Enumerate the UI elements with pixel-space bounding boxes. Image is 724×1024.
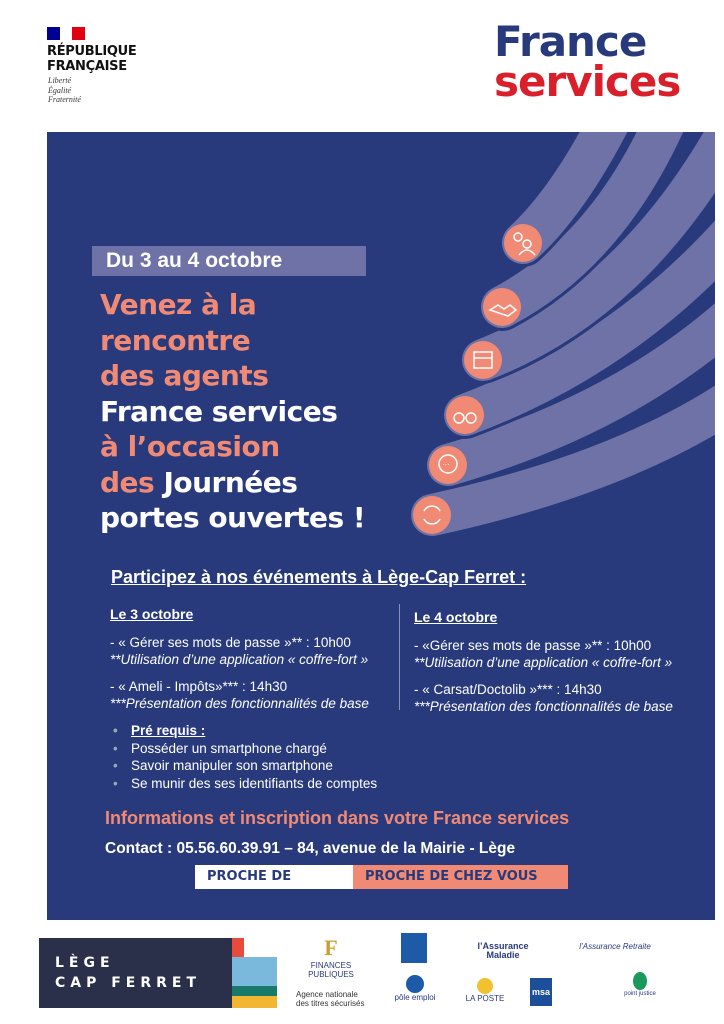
prereq-item: • Savoir manipuler son smartphone <box>113 757 377 775</box>
lcf-line: CAP FERRET <box>55 975 202 991</box>
partner-label: pôle emploi <box>394 993 436 1002</box>
headline-line: portes ouvertes ! <box>100 501 366 534</box>
handshake-icon <box>483 288 521 326</box>
headline <box>100 287 365 536</box>
headline-line <box>100 465 365 501</box>
headline-line: rencontre <box>100 323 251 357</box>
pole-emploi-logo <box>390 975 440 1002</box>
motto <box>48 76 81 105</box>
chat-bubble-icon <box>429 446 467 484</box>
la-poste-logo <box>460 978 510 1003</box>
headline-fragment: des <box>100 465 164 499</box>
prereq-item: • Posséder un smartphone chargé <box>113 740 377 758</box>
slogan-banner <box>195 865 568 908</box>
event-title: - « Carsat/Doctolib »*** : 14h30 <box>414 682 602 697</box>
prereq-item: • Se munir des ses identifiants de comptes <box>113 775 377 793</box>
event-note: **Utilisation d’une application « coffre-fort » <box>414 655 673 670</box>
day1-column <box>110 606 369 712</box>
finances-publiques-logo: F FINANCES PUBLIQUES <box>296 935 366 979</box>
slogan-part: PROCHE DE CHEZ VOUS <box>353 865 568 889</box>
contact-text: Contact : 05.56.60.39.91 – 84, avenue de la Mairie - Lège <box>105 840 516 857</box>
ants-logo: Agence nationale des titres sécurisés <box>296 990 365 1008</box>
motto-line: Égalité <box>48 85 72 95</box>
headline-line: Venez à la <box>100 288 257 321</box>
day2-column <box>414 609 673 715</box>
brand-line: services <box>494 57 681 106</box>
motto-line: Liberté <box>48 76 72 85</box>
event-title: - «Gérer ses mots de passe »** : 10h00 <box>414 638 652 653</box>
event-note: ***Présentation des fonctionnalités de base <box>414 699 673 714</box>
motto-line: Fraternité <box>48 95 81 104</box>
event-title: - « Ameli - Impôts»*** : 14h30 <box>110 679 288 694</box>
events-title: Participez à nos événements à Lège-Cap Ferret : <box>111 567 527 587</box>
caf-logo <box>401 933 427 963</box>
event-date-banner: Du 3 au 4 octobre <box>92 246 366 276</box>
event-note: **Utilisation d’une application « coffre-fort » <box>110 652 369 667</box>
shop-icon <box>464 341 502 379</box>
lcf-line: LÈGE <box>55 955 115 971</box>
partner-label: LA POSTE <box>465 994 505 1003</box>
day-label: Le 3 octobre <box>110 606 194 622</box>
info-text: Informations et inscription dans votre France services <box>105 808 570 828</box>
prerequisites-list <box>113 722 377 792</box>
rf-line: RÉPUBLIQUE <box>47 44 137 59</box>
slogan-part: PROCHE DE VOUS, <box>195 865 353 889</box>
partner-label: point justice <box>624 991 656 997</box>
column-divider <box>399 604 400 710</box>
partner-label: FINANCES PUBLIQUES <box>308 961 354 979</box>
day-label: Le 4 octobre <box>414 609 498 625</box>
point-justice-logo <box>620 972 660 999</box>
headline-line: des agents <box>100 359 269 392</box>
assurance-retraite-logo: l’Assurance Retraite <box>579 942 651 951</box>
republique-francaise-flag-logo <box>47 27 85 40</box>
svg-text:···: ··· <box>442 460 450 469</box>
event-title: - « Gérer ses mots de passe »** : 10h00 <box>110 635 351 650</box>
msa-logo: msa <box>530 978 552 1006</box>
lege-cap-ferret-logo <box>39 938 277 1008</box>
headline-line: France services <box>100 394 338 428</box>
binoculars-icon <box>446 396 484 434</box>
headline-line: à l’occasion <box>100 430 280 463</box>
rf-line: FRANÇAISE <box>47 59 127 74</box>
brand-line: France <box>494 17 647 66</box>
event-note: ***Présentation des fonctionnalités de base <box>110 696 369 711</box>
refresh-icon <box>413 496 451 534</box>
assurance-maladie-logo: l’Assurance Maladie <box>477 941 529 960</box>
headline-fragment: Journées <box>163 465 298 499</box>
republique-francaise-name <box>47 44 137 74</box>
france-services-logo <box>494 17 681 106</box>
people-icon <box>504 224 542 262</box>
prereq-title: • Pré requis : <box>113 722 377 740</box>
